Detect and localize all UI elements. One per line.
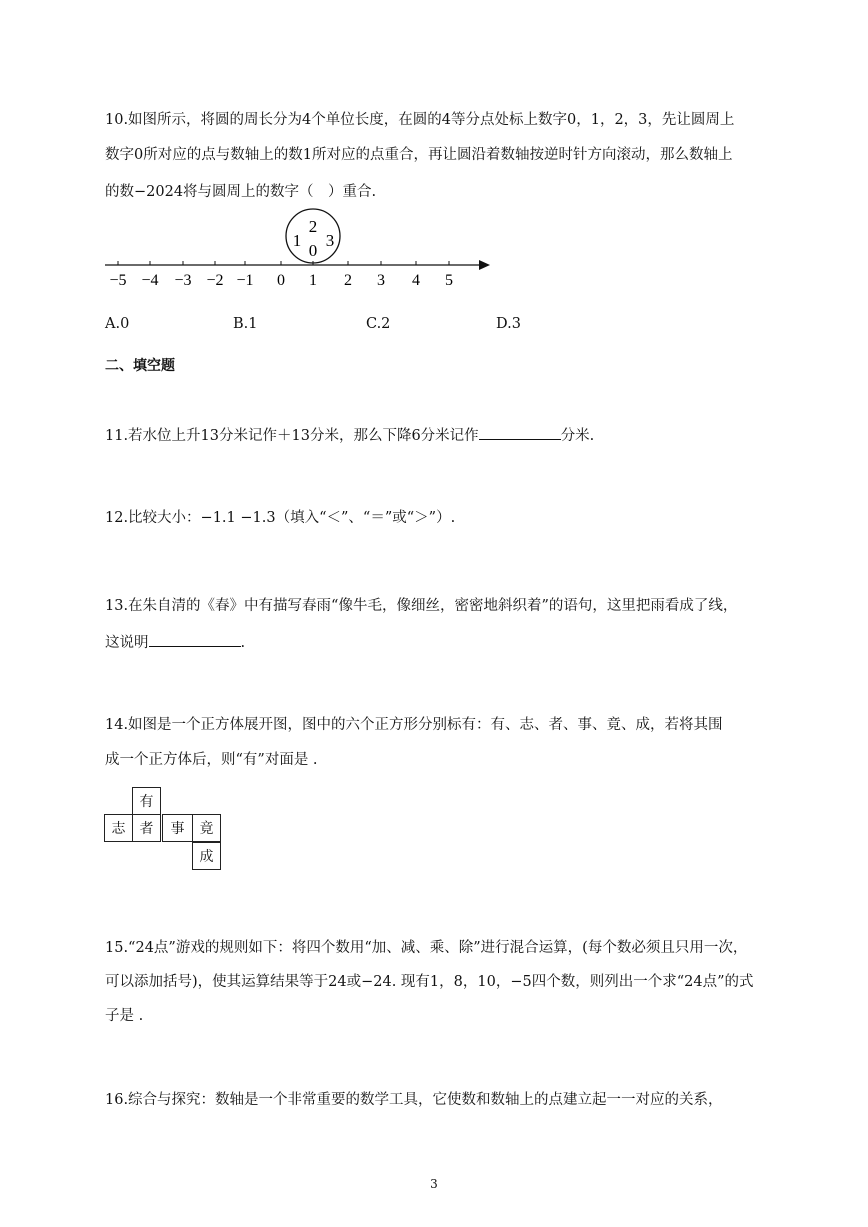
q15-line-2: 可以添加括号)，使其运算结果等于24或−24. 现有1，8，10，−5四个数，则列出一个求“24点”的式 — [105, 974, 754, 990]
q12-text: 12.比较大小：−1.1 −1.3（填入“＜”、“＝”或“＞”）. — [105, 510, 456, 526]
net-cell-bottom: 成 — [192, 842, 221, 870]
q10-line-3: 的数−2024将与圆周上的数字（ ）重合. — [105, 184, 377, 200]
page-number: 3 — [430, 1177, 438, 1191]
axis-tick-label: 3 — [377, 272, 385, 289]
q11-text-after: 分米. — [560, 428, 595, 444]
net-cell-4: 竟 — [192, 814, 221, 842]
q15-line-1: 15.“24点”游戏的规则如下：将四个数用“加、减、乘、除”进行混合运算，(每个数必须且只用一次， — [105, 940, 748, 956]
q13-answer-blank[interactable] — [149, 632, 241, 647]
q10-line-1: 10.如图所示，将圆的周长分为4个单位长度，在圆的4等分点处标上数字0，1，2，3，先让圆周上 — [105, 112, 735, 128]
axis-tick-label: −1 — [236, 272, 254, 289]
q10-option-a[interactable]: A.0 — [105, 316, 130, 332]
axis-tick-label: −4 — [141, 272, 159, 289]
axis-tick-label: 2 — [344, 272, 352, 289]
axis-tick-label: 5 — [445, 272, 453, 289]
q11-text — [105, 425, 594, 446]
net-cell-3: 事 — [162, 814, 193, 842]
q10-option-b[interactable]: B.1 — [233, 316, 258, 332]
q13-line-2 — [105, 632, 245, 653]
q11-answer-blank[interactable] — [479, 425, 561, 440]
q14-line-2: 成一个正方体后，则“有”对面是 . — [105, 752, 318, 768]
circle-digit-0: 0 — [308, 241, 318, 260]
q14-line-1: 14.如图是一个正方体展开图，图中的六个正方形分别标有：有、志、者、事、竟、成，若将其围 — [105, 717, 723, 733]
net-cell-2: 者 — [132, 814, 161, 842]
number-line-figure — [95, 205, 505, 295]
axis-tick-label: −2 — [206, 272, 224, 289]
axis-arrow — [479, 260, 490, 270]
axis-tick-label: 1 — [309, 272, 317, 289]
circle-digit-1: 1 — [292, 231, 302, 250]
axis-tick-label: −3 — [174, 272, 192, 289]
q13-text-before: 这说明 — [105, 635, 149, 651]
axis-tick-label: 4 — [412, 272, 420, 289]
q15-line-3: 子是 . — [105, 1008, 144, 1024]
q11-text-before: 11.若水位上升13分米记作＋13分米，那么下降6分米记作 — [105, 428, 479, 444]
q10-line-2: 数字0所对应的点与数轴上的数1所对应的点重合，再让圆沿着数轴按逆时针方向滚动，那么数轴上 — [105, 147, 733, 163]
q10-option-d[interactable]: D.3 — [496, 316, 521, 332]
section-title: 二、填空题 — [105, 358, 175, 374]
q13-text-after: . — [240, 635, 246, 651]
q13-line-1: 13.在朱自清的《春》中有描写春雨“像牛毛，像细丝，密密地斜织着”的语句，这里把雨看成了线， — [105, 598, 738, 614]
axis-tick-label: 0 — [277, 272, 285, 289]
circle-digit-2: 2 — [308, 217, 318, 236]
net-cell-top: 有 — [132, 787, 161, 815]
net-cell-1: 志 — [104, 814, 133, 842]
circle-digit-3: 3 — [325, 231, 335, 250]
q10-option-c[interactable]: C.2 — [366, 316, 391, 332]
axis-tick-label: −5 — [109, 272, 127, 289]
q16-text: 16.综合与探究：数轴是一个非常重要的数学工具，它使数和数轴上的点建立起一一对应的关系， — [105, 1092, 723, 1108]
